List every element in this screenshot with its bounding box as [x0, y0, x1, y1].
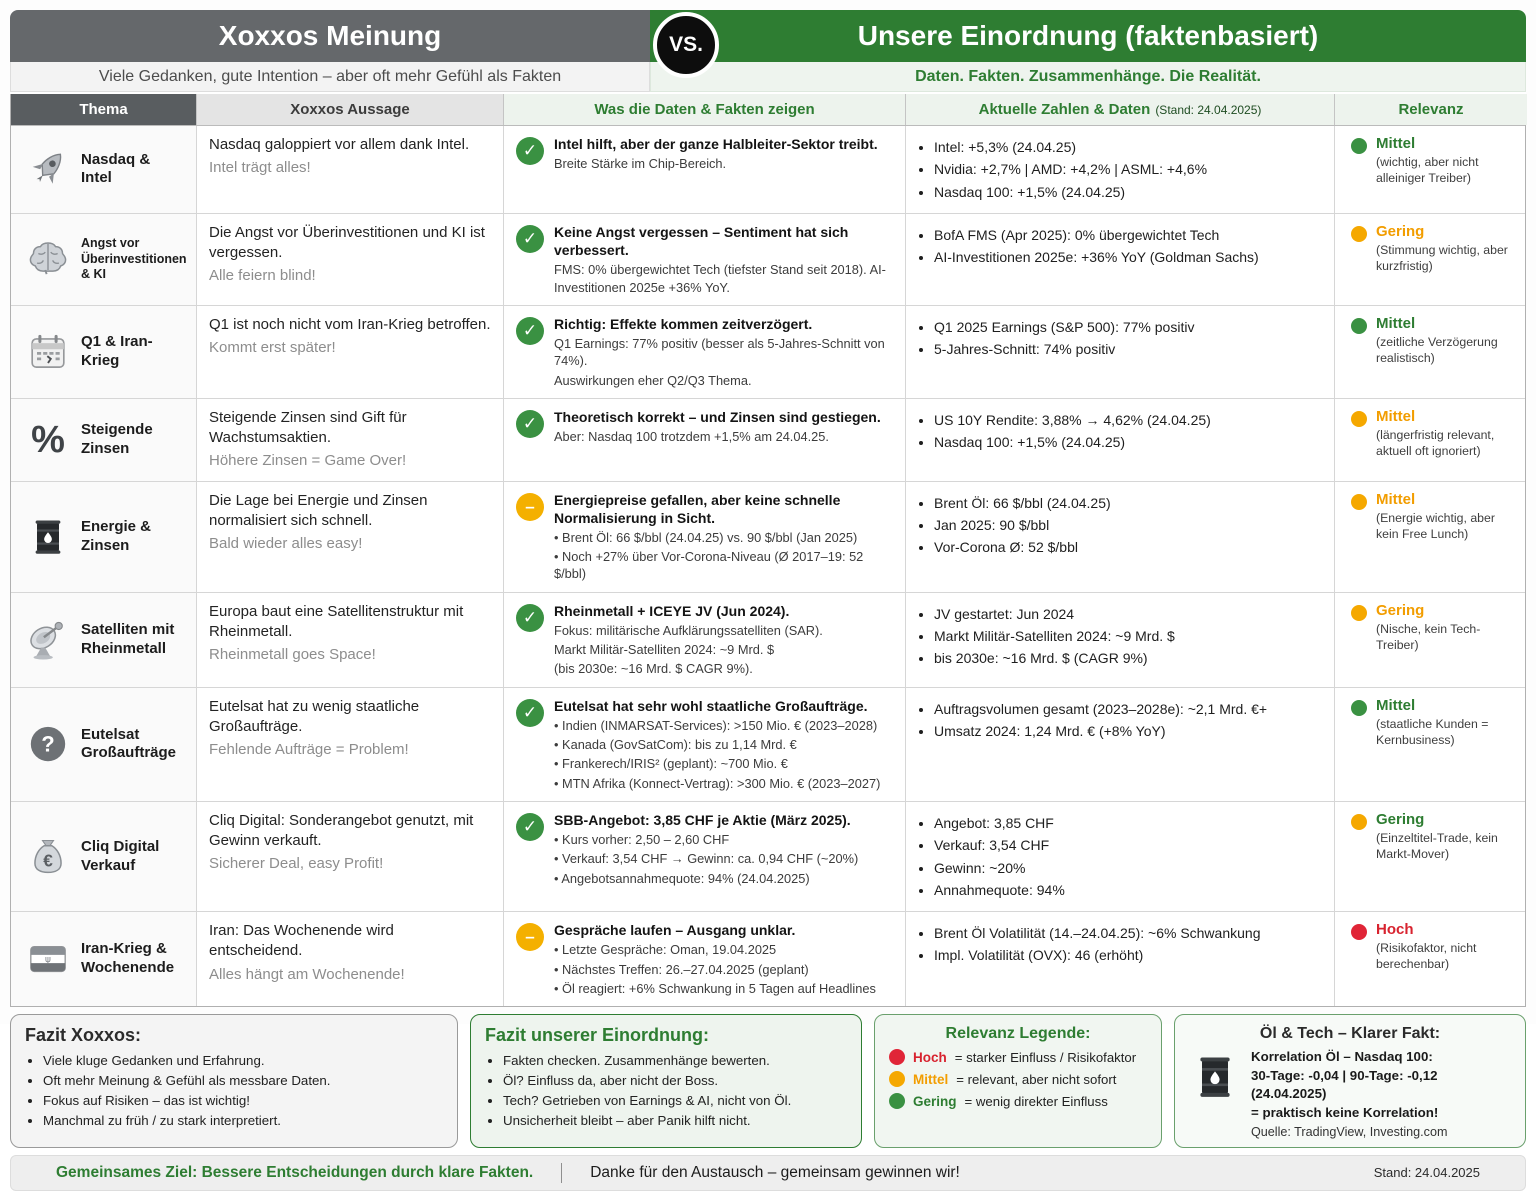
relevanz-note: (Energie wichtig, aber kein Free Lunch) [1376, 510, 1495, 541]
fakten-title: Intel hilft, aber der ganze Halbleiter-Sektor treibt. [554, 136, 878, 152]
xoxxos-statement: Q1 ist noch nicht vom Iran-Krieg betroffen. [209, 315, 491, 333]
zahlen-cell [906, 306, 1335, 398]
legend-text: = starker Einfluss / Risikofaktor [954, 1049, 1137, 1065]
fakten-detail: Fokus: militärische Aufklärungssatelliten (SAR). [554, 622, 823, 638]
oel-tech-fakt-source: Quelle: TradingView, Investing.com [1251, 1124, 1448, 1139]
xoxxos-statement-sub: Höhere Zinsen = Game Over! [209, 452, 407, 470]
zahlen-item: • Auftragsvolumen gesamt (2023–2028e): ~2,1 Mrd. €+ [934, 699, 1322, 719]
fakten-cell [504, 912, 906, 1006]
legend-label: Gering [913, 1093, 957, 1109]
fakten-cell [504, 214, 906, 305]
relevanz-dot-icon [1351, 138, 1367, 154]
fakt-line: (24.04.2025) [1251, 1086, 1327, 1102]
relevanz-legende-list [889, 1049, 1147, 1109]
zahlen-item: • Umsatz 2024: 1,24 Mrd. € (+8% YoY) [934, 721, 1322, 741]
fakten-detail: • Verkauf: 3,54 CHF → Gewinn: ca. 0,94 CHF (~20%) [554, 851, 859, 867]
xoxxos-statement-sub: Intel trägt alles! [209, 159, 311, 177]
zahlen-item: • Intel: +5,3% (24.04.25) [934, 137, 1322, 157]
footer-boxes [10, 1014, 1526, 1147]
fazit-bullet: • Viele kluge Gedanken und Erfahrung. [43, 1051, 443, 1071]
zahlen-item: • Jan 2025: 90 $/bbl [934, 515, 1322, 535]
satellite-icon [25, 617, 71, 663]
column-header-aussage: Xoxxos Aussage [197, 94, 504, 125]
brain-icon [25, 236, 71, 282]
xoxxos-statement: Iran: Das Wochenende wird entscheidend. [209, 922, 394, 960]
check-icon: ✓ [516, 410, 544, 438]
zahlen-item: • Brent Öl Volatilität (14.–24.04.25): ~6% Schwankung [934, 923, 1322, 943]
fakten-cell [504, 306, 906, 398]
thema-cell [11, 802, 197, 911]
zahlen-item: • Nvidia: +2,7% | AMD: +4,2% | ASML: +4,6% [934, 159, 1322, 179]
relevanz-level: Mittel [1376, 696, 1416, 714]
check-icon: ✓ [516, 137, 544, 165]
check-icon: ✓ [516, 225, 544, 253]
xoxxos-statement-sub: Rheinmetall goes Space! [209, 646, 376, 664]
xoxxos-statement-sub: Fehlende Aufträge = Problem! [209, 741, 409, 759]
relevanz-dot-icon [1351, 605, 1367, 621]
check-icon: ✓ [516, 813, 544, 841]
zahlen-item: • Nasdaq 100: +1,5% (24.04.25) [934, 432, 1322, 452]
relevanz-legende-title: Relevanz Legende: [945, 1025, 1091, 1043]
thema-label: Steigende Zinsen [81, 420, 153, 457]
aussage-cell [197, 126, 504, 213]
relevanz-note: (Nische, kein Tech-Treiber) [1376, 621, 1481, 652]
table-row [11, 802, 1525, 912]
fakten-cell [504, 802, 906, 911]
fakt-line: = praktisch keine Korrelation! [1251, 1104, 1439, 1120]
fakten-detail: (bis 2030e: ~16 Mrd. $ CAGR 9%). [554, 661, 753, 677]
legend-text: = wenig direkter Einfluss [964, 1093, 1108, 1109]
oel-tech-fakt-box [1174, 1014, 1526, 1147]
bottom-stand-text: Stand: 24.04.2025 [1373, 1165, 1480, 1181]
relevanz-cell [1335, 126, 1527, 213]
fakten-detail: • Öl reagiert: +6% Schwankung in 5 Tagen auf Headlines [554, 980, 876, 996]
relevanz-cell [1335, 593, 1527, 687]
fakten-cell [504, 399, 906, 481]
fazit-bullet: • Tech? Getrieben von Earnings & AI, nicht von Öl. [503, 1091, 847, 1111]
thema-cell [11, 214, 197, 305]
zahlen-item: • bis 2030e: ~16 Mrd. $ (CAGR 9%) [934, 648, 1322, 668]
bottom-thanks-text: Danke für den Austausch – gemeinsam gewinnen wir! [590, 1163, 960, 1181]
vs-badge: VS. [653, 12, 719, 78]
fakten-title: Eutelsat hat sehr wohl staatliche Großaufträge. [554, 697, 868, 714]
xoxxos-statement-sub: Sicherer Deal, easy Profit! [209, 855, 384, 873]
thema-label: Nasdaq & Intel [81, 150, 151, 187]
svg-text:€: € [43, 850, 53, 871]
fakten-title: Gespräche laufen – Ausgang unklar. [554, 922, 796, 939]
legend-dot-icon [889, 1049, 905, 1065]
relevanz-level: Mittel [1376, 490, 1416, 508]
calendar-icon [25, 329, 71, 375]
legend-text: = relevant, aber nicht sofort [956, 1071, 1117, 1087]
fakten-detail: • Frankerech/IRIS² (geplant): ~700 Mio. € [554, 756, 788, 772]
fakten-detail: • Indien (INMARSAT-Services): >150 Mio. € (2023–2028) [554, 717, 878, 733]
relevanz-dot-icon [1351, 318, 1367, 334]
fakten-cell [504, 482, 906, 592]
fakten-detail: • Angebotsannahmequote: 94% (24.04.2025) [554, 870, 810, 886]
zahlen-item: • Impl. Volatilität (OVX): 46 (erhöht) [934, 945, 1322, 965]
iran-flag-icon [25, 936, 71, 982]
fazit-einordnung-title: Fazit unserer Einordnung: [485, 1025, 710, 1046]
relevanz-level: Gering [1376, 810, 1425, 828]
fakten-detail: • Noch +27% über Vor-Corona-Niveau (Ø 2017–19: 52 $/bbl) [554, 549, 864, 582]
zahlen-cell [906, 482, 1335, 592]
relevanz-note: (staatliche Kunden = Kernbusiness) [1376, 716, 1489, 747]
xoxxos-statement: Steigende Zinsen sind Gift für Wachstumsaktien. [209, 408, 407, 447]
zahlen-cell [906, 214, 1335, 305]
thema-label: Q1 & Iran-Krieg [81, 333, 153, 369]
fakten-detail: FMS: 0% übergewichtet Tech (tiefster Stand seit 2018). AI-Investitionen 2025e +36% YoY. [554, 262, 886, 295]
relevanz-legende-box [874, 1014, 1162, 1147]
xoxxos-statement: Die Angst vor Überinvestitionen und KI ist vergessen. [209, 223, 485, 262]
thema-label: Iran-Krieg & Wochenende [81, 940, 175, 977]
column-header-zahlen: Aktuelle Zahlen & Daten (Stand: 24.04.2025) [906, 94, 1335, 125]
table-row [11, 306, 1525, 399]
relevanz-level: Mittel [1376, 407, 1416, 425]
check-icon: ✓ [516, 317, 544, 345]
fakten-cell [504, 688, 906, 801]
relevanz-dot-icon [1351, 226, 1367, 242]
legend-row [889, 1093, 1147, 1109]
relevanz-dot-icon [1351, 924, 1367, 940]
fakten-detail: Breite Stärke im Chip-Bereich. [554, 156, 727, 172]
thema-label: Angst vor Überinvestitionen & KI [81, 235, 187, 282]
svg-text:ψ: ψ [45, 955, 51, 966]
fakten-title: Keine Angst vergessen – Sentiment hat sich verbessert. [554, 223, 849, 259]
aussage-cell [197, 688, 504, 801]
zahlen-item: • Markt Militär-Satelliten 2024: ~9 Mrd. $ [934, 626, 1322, 646]
relevanz-dot-icon [1351, 494, 1367, 510]
table-row [11, 593, 1525, 688]
rocket-icon [25, 146, 71, 192]
fazit-xoxxos-box [10, 1014, 458, 1147]
relevanz-cell [1335, 688, 1527, 801]
column-header-relevanz: Relevanz [1335, 94, 1527, 125]
relevanz-cell [1335, 306, 1527, 398]
zahlen-item: • BofA FMS (Apr 2025): 0% übergewichtet Tech [934, 225, 1322, 245]
column-header-fakten: Was die Daten & Fakten zeigen [504, 94, 906, 125]
legend-label: Mittel [913, 1071, 949, 1087]
zahlen-item: • Gewinn: ~20% [934, 858, 1322, 878]
relevanz-dot-icon [1351, 700, 1367, 716]
zahlen-item: • Annahmequote: 94% [934, 880, 1322, 900]
xoxxos-statement: Eutelsat hat zu wenig staatliche Großaufträge. [209, 697, 420, 735]
relevanz-level: Mittel [1376, 314, 1416, 332]
zahlen-item: • Vor-Corona Ø: 52 $/bbl [934, 537, 1322, 557]
zahlen-cell [906, 399, 1335, 481]
relevanz-level: Gering [1376, 601, 1425, 619]
fakt-line: 30-Tage: -0,04 | 90-Tage: -0,12 [1251, 1067, 1438, 1083]
check-icon: ✓ [516, 699, 544, 727]
fakten-title: SBB-Angebot: 3,85 CHF je Aktie (März 2025). [554, 811, 851, 828]
bottom-goal-text: Gemeinsames Ziel: Bessere Entscheidungen durch klare Fakten. [56, 1163, 534, 1181]
fazit-bullet: • Öl? Einfluss da, aber nicht der Boss. [503, 1071, 847, 1091]
fakten-detail: Auswirkungen eher Q2/Q3 Thema. [554, 372, 752, 388]
fazit-xoxxos-title: Fazit Xoxxos: [25, 1025, 142, 1046]
check-icon: ✓ [516, 604, 544, 632]
question-icon [25, 721, 71, 767]
table-row [11, 399, 1525, 482]
column-header-zahlen-note: (Stand: 24.04.2025) [1155, 102, 1262, 117]
relevanz-note: (Einzeltitel-Trade, kein Markt-Mover) [1376, 830, 1498, 861]
fakten-title: Rheinmetall + ICEYE JV (Jun 2024). [554, 602, 790, 619]
aussage-cell [197, 214, 504, 305]
fakten-title: Theoretisch korrekt – und Zinsen sind gestiegen. [554, 408, 881, 425]
relevanz-dot-icon [1351, 411, 1367, 427]
table-row [11, 688, 1525, 802]
relevanz-note: (zeitliche Verzögerung realistisch) [1376, 334, 1498, 365]
fakten-cell [504, 126, 906, 213]
relevanz-level: Mittel [1376, 135, 1416, 152]
fazit-bullet: • Fokus auf Risiken – das ist wichtig! [43, 1091, 443, 1111]
table-row [11, 126, 1525, 214]
left-header-title: Xoxxos Meinung [10, 10, 650, 62]
zahlen-item: • 5-Jahres-Schnitt: 74% positiv [934, 339, 1322, 359]
neutral-minus-icon: – [516, 923, 544, 951]
left-header-subtitle: Viele Gedanken, gute Intention – aber oft mehr Gefühl als Fakten [10, 62, 650, 92]
zahlen-item: • Nasdaq 100: +1,5% (24.04.25) [934, 182, 1322, 202]
thema-cell [11, 399, 197, 481]
thema-label: Eutelsat Großaufträge [81, 725, 177, 762]
relevanz-cell [1335, 399, 1527, 481]
fakt-line: Korrelation Öl – Nasdaq 100: [1251, 1049, 1433, 1065]
zahlen-item: • JV gestartet: Jun 2024 [934, 604, 1322, 624]
thema-label: Energie & Zinsen [81, 517, 152, 554]
thema-cell [11, 482, 197, 592]
header [10, 10, 1526, 94]
thema-label: Satelliten mit Rheinmetall [81, 620, 175, 657]
legend-dot-icon [889, 1071, 905, 1087]
fazit-bullet: • Oft mehr Meinung & Gefühl als messbare Daten. [43, 1071, 443, 1091]
relevanz-cell [1335, 214, 1527, 305]
legend-label: Hoch [913, 1049, 947, 1065]
legend-dot-icon [889, 1093, 905, 1109]
thema-cell [11, 912, 197, 1006]
xoxxos-statement-sub: Alles hängt am Wochenende! [209, 965, 405, 983]
comparison-table [10, 94, 1526, 1007]
thema-label: Cliq Digital Verkauf [81, 837, 160, 874]
zahlen-cell [906, 802, 1335, 911]
right-header-subtitle: Daten. Fakten. Zusammenhänge. Die Realität. [650, 62, 1526, 92]
oil-barrel-icon [25, 514, 71, 560]
fazit-bullet: • Fakten checken. Zusammenhänge bewerten. [503, 1051, 847, 1071]
aussage-cell [197, 482, 504, 592]
legend-row [889, 1049, 1147, 1065]
xoxxos-statement: Die Lage bei Energie und Zinsen normalisiert sich schnell. [209, 491, 428, 529]
aussage-cell [197, 802, 504, 911]
column-header-thema: Thema [11, 94, 197, 125]
fakten-detail: • Nächstes Treffen: 26.–27.04.2025 (geplant) [554, 961, 809, 977]
svg-text:?: ? [41, 731, 55, 757]
table-header-row [11, 94, 1525, 126]
fakten-detail: • Brent Öl: 66 $/bbl (24.04.25) vs. 90 $/bbl (Jan 2025) [554, 529, 858, 545]
fakten-detail: Markt Militär-Satelliten 2024: ~9 Mrd. $ [554, 642, 775, 658]
zahlen-cell [906, 126, 1335, 213]
fakten-detail: • MTN Afrika (Konnect-Vertrag): >300 Mio. € (2023–2027) [554, 775, 881, 791]
relevanz-note: (Stimmung wichtig, aber kurzfristig) [1376, 242, 1508, 273]
table-row [11, 214, 1525, 306]
relevanz-dot-icon [1351, 814, 1367, 830]
fazit-bullet: • Manchmal zu früh / zu stark interpretiert. [43, 1111, 443, 1131]
oel-tech-fakt-title: Öl & Tech – Klarer Fakt: [1259, 1025, 1441, 1043]
zahlen-cell [906, 912, 1335, 1006]
aussage-cell [197, 399, 504, 481]
aussage-cell [197, 593, 504, 687]
table-row [11, 912, 1525, 1006]
percent-icon: % [31, 418, 65, 461]
thema-cell [11, 688, 197, 801]
thema-cell [11, 126, 197, 213]
zahlen-item: • Q1 2025 Earnings (S&P 500): 77% positiv [934, 317, 1322, 337]
fakten-title: Energiepreise gefallen, aber keine schnelle Normalisierung in Sicht. [554, 491, 841, 526]
xoxxos-statement-sub: Bald wieder alles easy! [209, 535, 363, 553]
fakten-cell [504, 593, 906, 687]
fakten-title: Richtig: Effekte kommen zeitverzögert. [554, 315, 813, 332]
zahlen-item: • US 10Y Rendite: 3,88% → 4,62% (24.04.25) [934, 410, 1322, 430]
relevanz-level: Hoch [1376, 921, 1414, 939]
zahlen-item: • Angebot: 3,85 CHF [934, 813, 1322, 833]
aussage-cell [197, 912, 504, 1006]
relevanz-cell [1335, 482, 1527, 592]
table-body [11, 126, 1525, 1006]
bottom-divider [561, 1163, 562, 1183]
zahlen-cell [906, 593, 1335, 687]
relevanz-note: (längerfristig relevant, aktuell oft ignoriert) [1376, 427, 1495, 458]
xoxxos-statement: Nasdaq galoppiert vor allem dank Intel. [209, 136, 470, 153]
xoxxos-statement: Europa baut eine Satellitenstruktur mit Rheinmetall. [209, 602, 464, 640]
zahlen-item: • Brent Öl: 66 $/bbl (24.04.25) [934, 493, 1322, 513]
xoxxos-statement-sub: Kommt erst später! [209, 339, 336, 357]
relevanz-cell [1335, 802, 1527, 911]
relevanz-note: (wichtig, aber nicht alleiniger Treiber) [1376, 155, 1479, 185]
fakten-detail: Q1 Earnings: 77% positiv (besser als 5-Jahres-Schnitt von 74%). [554, 335, 885, 369]
table-row [11, 482, 1525, 593]
zahlen-item: • Verkauf: 3,54 CHF [934, 835, 1322, 855]
bottom-bar [10, 1155, 1526, 1191]
zahlen-cell [906, 688, 1335, 801]
oil-barrel-icon [1189, 1048, 1241, 1111]
legend-row [889, 1071, 1147, 1087]
xoxxos-statement-sub: Alle feiern blind! [209, 267, 316, 285]
relevanz-level: Gering [1376, 222, 1425, 240]
fakten-detail: Aber: Nasdaq 100 trotzdem +1,5% am 24.04.25. [554, 428, 829, 444]
fazit-einordnung-box [470, 1014, 862, 1147]
thema-cell [11, 306, 197, 398]
relevanz-note: (Risikofaktor, nicht berechenbar) [1376, 941, 1477, 972]
xoxxos-statement: Cliq Digital: Sonderangebot genutzt, mit Gewinn verkauft. [209, 811, 474, 850]
fazit-xoxxos-list [25, 1051, 443, 1131]
fazit-einordnung-list [485, 1051, 847, 1131]
thema-cell [11, 593, 197, 687]
fazit-bullet: • Unsicherheit bleibt – aber Panik hilft nicht. [503, 1111, 847, 1131]
aussage-cell [197, 306, 504, 398]
neutral-minus-icon: – [516, 493, 544, 521]
oel-tech-fakt-lines [1251, 1048, 1447, 1122]
fakten-detail: • Letzte Gespräche: Oman, 19.04.2025 [554, 942, 777, 958]
fakten-detail: • Kanada (GovSatCom): bis zu 1,14 Mrd. € [554, 737, 797, 753]
money-bag-icon [25, 834, 71, 880]
zahlen-item: • AI-Investitionen 2025e: +36% YoY (Goldman Sachs) [934, 247, 1322, 267]
relevanz-cell [1335, 912, 1527, 1006]
right-header-title: Unsere Einordnung (faktenbasiert) [650, 10, 1526, 62]
fakten-detail: • Kurs vorher: 2,50 – 2,60 CHF [554, 832, 730, 848]
